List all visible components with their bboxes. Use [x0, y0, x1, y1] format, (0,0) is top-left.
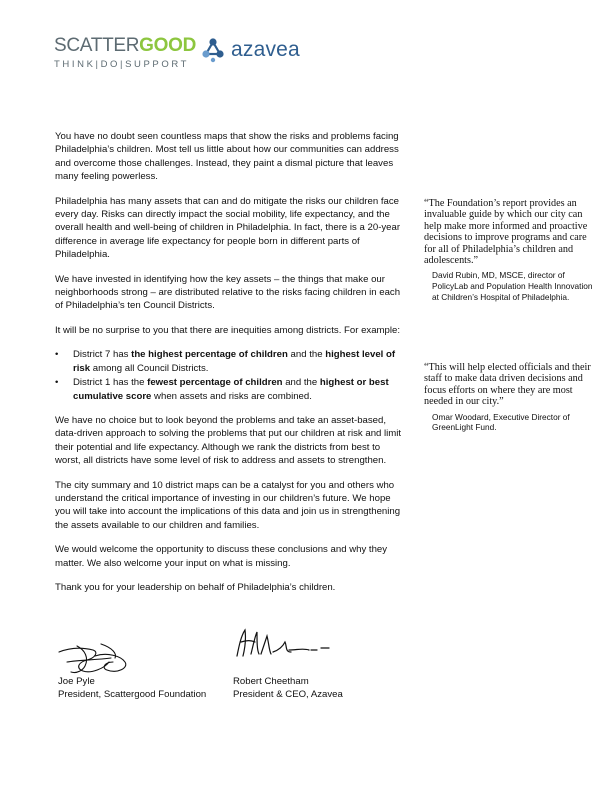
signatory-pyle — [58, 675, 206, 701]
paragraph-intro: You have no doubt seen countless maps that show the risks and problems facing Philadelphia’s children. Most tell us little about how our communities can address and overcome those challenges. Instead, they paint a dismal picture that leaves many feeling powerless. — [55, 131, 399, 183]
azavea-wordmark: azavea — [231, 38, 300, 61]
paragraph-catalyst: The city summary and 10 district maps can be a catalyst for you and others who understand the critical importance of investing in our children’s future. We hope you will take into account the implications of this data and join us in strengthening the assets available to our children and families. — [55, 479, 401, 531]
paragraph-thanks: Thank you for your leadership on behalf of Philadelphia’s children. — [55, 581, 336, 593]
scattergood-tagline: THINK|DO|SUPPORT — [54, 59, 190, 70]
signature-joe-pyle — [55, 638, 137, 678]
district-list — [55, 348, 407, 403]
paragraph-assets: Philadelphia has many assets that can and do mitigate the risks our children face every day. Risks can directly impact the social mobility, life expectancy, and the overall health and well-being of children in Philadelphia. In fact, there is a 20-year difference in average life expectancy for people born in different parts of Philadelphia. — [55, 195, 401, 261]
signatory-name: Joe Pyle — [58, 676, 95, 687]
quote-text: “The Foundation’s report provides an invaluable guide by which our city can help make more informed and proactive decisions to improve programs and care for all of Philadelphia’s children and adolescents.” — [424, 198, 588, 267]
list-item: • District 1 has the fewest percentage of children and the highest or best cumulative score when assets and risks are combined. — [55, 376, 407, 403]
signature-robert-cheetham — [233, 626, 333, 660]
paragraph-discussion: We would welcome the opportunity to discuss these conclusions and why they matter. We also welcome your input on what is missing. — [55, 544, 388, 569]
scattergood-logo — [54, 36, 196, 70]
quote-attribution: David Rubin, MD, MSCE, director of PolicyLab and Population Health Innovation at Children’s Hospital of Philadelphia. — [432, 270, 593, 302]
signatory-name: Robert Cheetham — [233, 676, 309, 687]
paragraph-inequities: It will be no surprise to you that there are inequities among districts. For example: — [55, 324, 401, 336]
azavea-mark-icon — [199, 37, 227, 63]
quote-attribution: Omar Woodard, Executive Director of GreenLight Fund. — [432, 411, 570, 433]
signatory-title: President, Scattergood Foundation — [58, 689, 207, 700]
letter-body — [55, 130, 407, 605]
paragraph-investment: We have invested in identifying how the key assets – the things that make our neighborhoods strong – are distributed relative to the risks facing children in each of Philadelphia’s ten Council Districts. — [55, 273, 401, 312]
quote-text: “This will help elected officials and their staff to make data driven decisions and focus efforts on where they are most needed in our city.” — [424, 362, 591, 408]
paragraph-approach: We have no choice but to look beyond the problems and take an asset-based, data-driven approach to solving the problems that put our children at risk and limit their potential and life expectancy. Although we rank the districts from best to worst, all districts have some level of risk to address and assets to strengthen. — [55, 414, 402, 467]
list-item: • District 7 has the highest percentage of children and the highest level of risk among all Council Districts. — [55, 348, 407, 375]
signatory-title: President & CEO, Azavea — [233, 689, 343, 700]
signatory-cheetham — [233, 675, 343, 701]
azavea-logo — [199, 37, 300, 63]
quote-rubin — [424, 198, 594, 302]
quote-woodard — [424, 362, 594, 433]
scattergood-wordmark: SCATTERGOOD — [54, 35, 197, 56]
